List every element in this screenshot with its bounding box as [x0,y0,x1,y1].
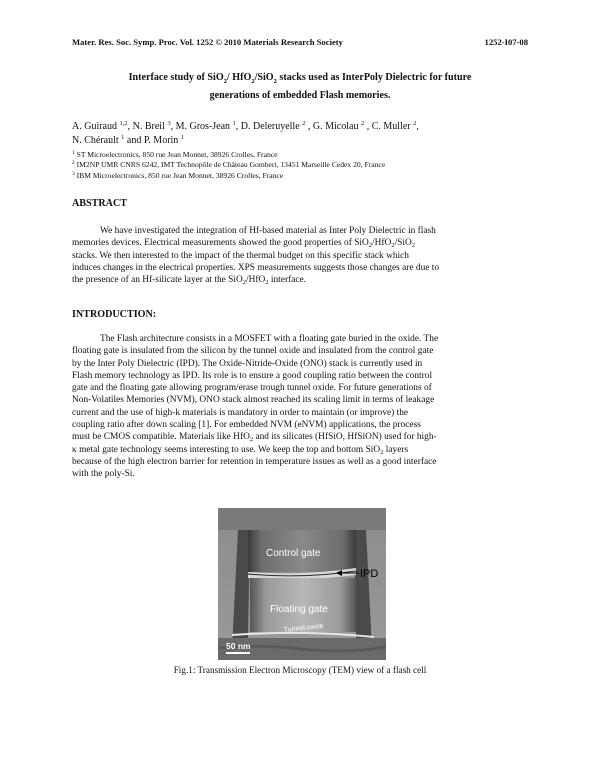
affiliation-2: $^2$ IM2NP UMR CNRS 6242, IMT Technopôle de Château Gombert, 13451 Marseille Cedex 20, France [72,160,386,170]
scale-bar [226,652,250,654]
scale-bar-label: 50 nm [226,641,251,651]
tem-image [218,508,386,660]
tunnel-oxide-label: Tunnel oxide [283,622,324,634]
title-line-2: generations of embedded Flash memories. [209,90,391,102]
introduction-text: The Flash architecture consists in a MOSFET with a floating gate buried in the oxide. The floating gate is insulated from the silicon by the tunnel oxide and insulated from the control gate by the Inter Poly Dielectric (IPD). The Oxide-Nitride-Oxide (ONO) stack is currently used in Flash memory technology as IPD. Its role is to ensure a good coupling ratio between the control gate and the floating gate allowing program/erase trough tunnel oxide. For future generations of Non-Volatiles Memories (NVM), ONO stack almost reached its scaling limit in terms of leakage current and the use of high-k materials is mandatory in order to maintain (or improve) the coupling ratio after down scaling [1]. For embedded NVM (eNVM) applications, the process must be CMOS compatible. Materials like HfO$_2$ and its silicates (HfSiO, HfSiON) used for high- κ metal gate technology seems interesting to use. We keep the top and bottom SiO$_2$ layers because of the high electron barrier for retention in temperature issues as well as a good interface with the poly-Si. [72,334,439,480]
ipd-label: IPD [360,568,379,580]
journal-citation: Mater. Res. Soc. Symp. Proc. Vol. 1252 © 2010 Materials Research Society [72,37,343,47]
paper-id: 1252-I07-08 [484,37,528,47]
tem-top-band [218,508,386,530]
affiliations [72,150,542,181]
abstract-text: We have investigated the integration of Hf-based material as Inter Poly Dielectric in flash memories devices. Electrical measurements showed the good properties of SiO$_2$/HfO$_2$/SiO$_2$ stacks. We then interested to the impact of the thermal budget on this specific stack which induces changes in the electrical properties. XPS measurements suggests those changes are due to the presence of an Hf-silicate layer at the SiO$_2$/HfO$_2$ interface. [72,226,440,287]
title-line-1: Interface study of SiO$_2$/ HfO$_2$/SiO$_2$ stacks used as InterPoly Dielectric for future [128,72,472,86]
figure-caption: Fig.1: Transmission Electron Microscopy (TEM) view of a flash cell [173,665,427,675]
floating-gate-label: Floating gate [270,604,328,615]
affiliation-1: $^1$ ST Microelectronics, 850 rue Jean Monnet, 38926 Crolles, France [72,150,278,159]
abstract-heading: ABSTRACT [72,198,127,209]
author-list: A. Guiraud $^{1,2}$, N. Breil $^3$, M. Gros-Jean $^1$, D. Deleruyelle $^2$ , G. Micolau $^2$ , C. Muller $^2$, N. Chérault $^1$ and P. Morin $^1$ [72,120,419,146]
control-gate-label: Control gate [266,548,321,559]
affiliation-3: $^3$ IBM Microelectronics, 850 rue Jean Monnet, 38926 Crolles, France [72,170,284,180]
paper-title [60,71,540,103]
introduction-heading: INTRODUCTION: [72,309,157,320]
